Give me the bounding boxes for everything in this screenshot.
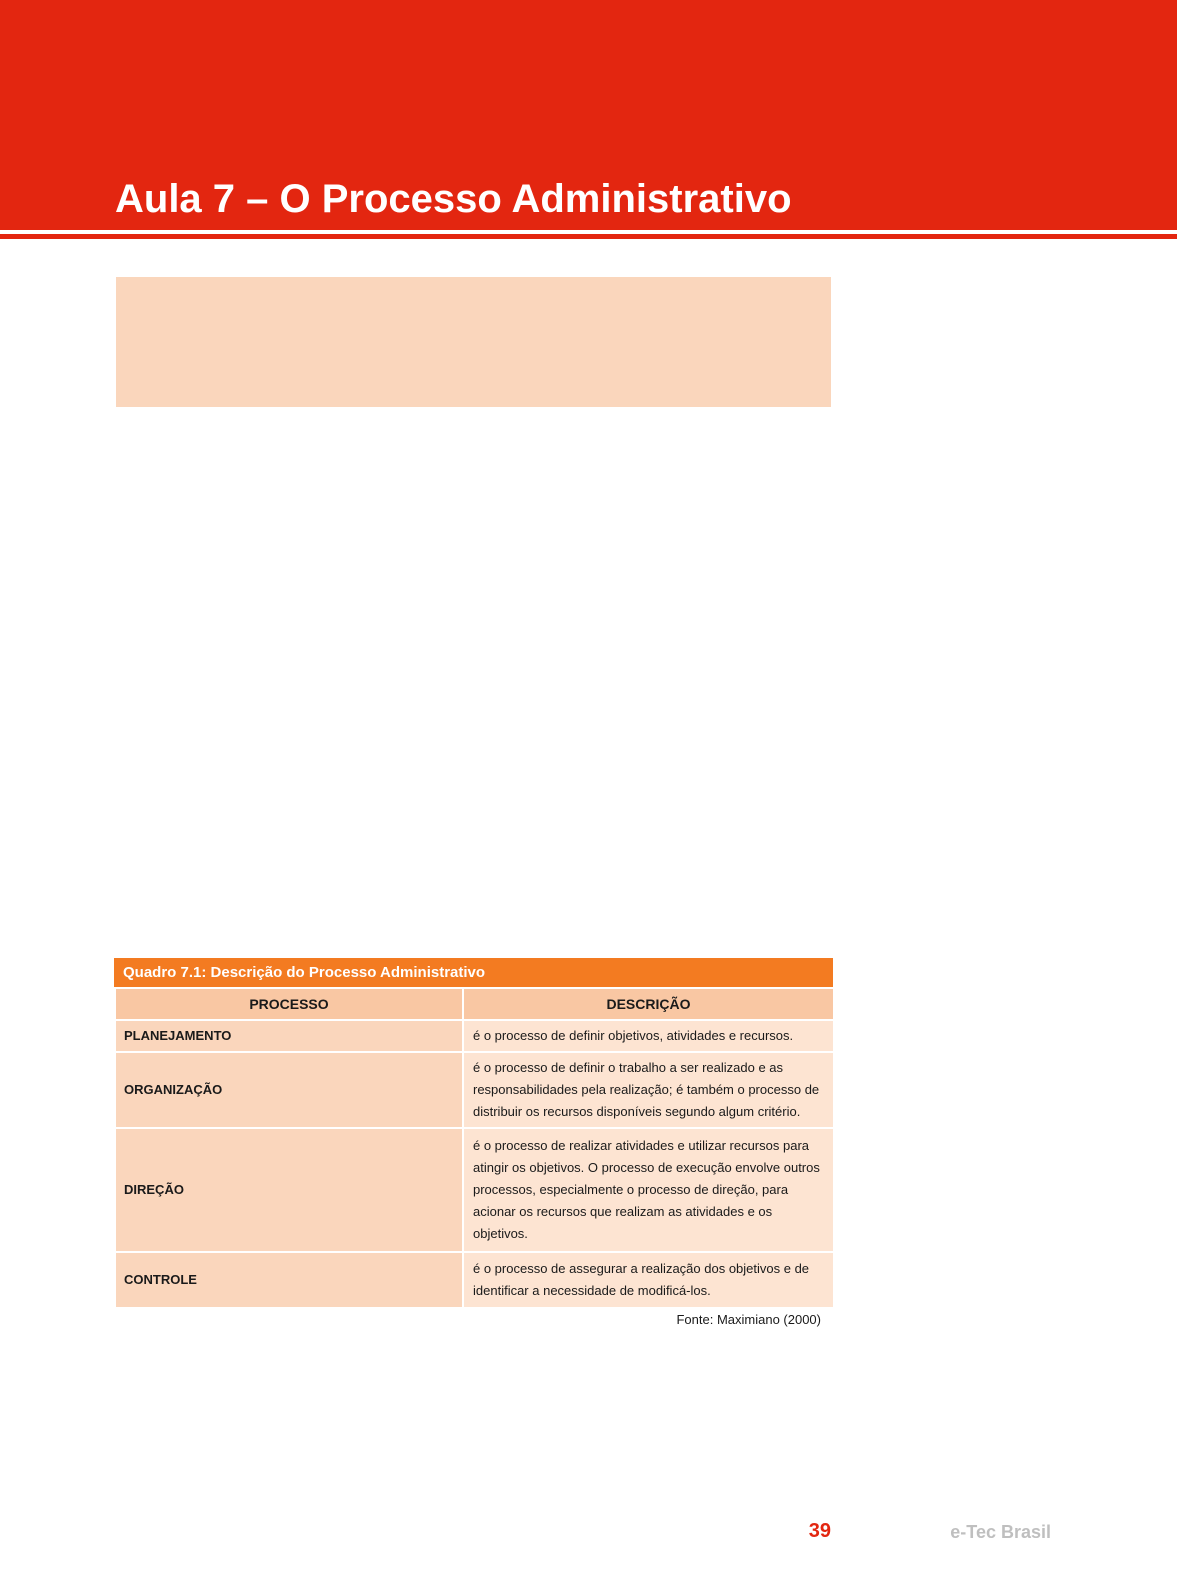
description-cell: é o processo de realizar atividades e utilizar recursos para atingir os objetivos. O processo de execução envolve outros processos, especialmente o processo de direção, para acionar os recursos que realizam as atividades e os objetivos. xyxy=(463,1128,834,1252)
table-row xyxy=(115,1020,834,1052)
header-rule xyxy=(0,234,1177,239)
table-source-note: Fonte: Maximiano (2000) xyxy=(676,1312,821,1327)
objectives-box xyxy=(116,277,831,407)
process-cell: PLANEJAMENTO xyxy=(115,1020,463,1052)
column-header-description: DESCRIÇÃO xyxy=(463,988,834,1020)
column-header-process: PROCESSO xyxy=(115,988,463,1020)
table-row xyxy=(115,1128,834,1252)
chapter-title: Aula 7 – O Processo Administrativo xyxy=(115,177,792,221)
brand-label: e-Tec Brasil xyxy=(950,1522,1051,1542)
table-header-row xyxy=(115,988,834,1020)
table-row xyxy=(115,1052,834,1128)
process-cell: CONTROLE xyxy=(115,1252,463,1308)
process-table xyxy=(114,987,835,1309)
table-row xyxy=(115,1252,834,1308)
description-cell: é o processo de definir o trabalho a ser realizado e as responsabilidades pela realização; é também o processo de distribuir os recursos disponíveis segundo algum critério. xyxy=(463,1052,834,1128)
description-cell: é o processo de definir objetivos, atividades e recursos. xyxy=(463,1020,834,1052)
quadro-table-container xyxy=(114,958,833,1309)
process-cell: DIREÇÃO xyxy=(115,1128,463,1252)
process-cell: ORGANIZAÇÃO xyxy=(115,1052,463,1128)
page-number: 39 xyxy=(808,1520,831,1542)
table-caption: Quadro 7.1: Descrição do Processo Administrativo xyxy=(114,958,833,987)
description-cell: é o processo de assegurar a realização dos objetivos e de identificar a necessidade de modificá-los. xyxy=(463,1252,834,1308)
